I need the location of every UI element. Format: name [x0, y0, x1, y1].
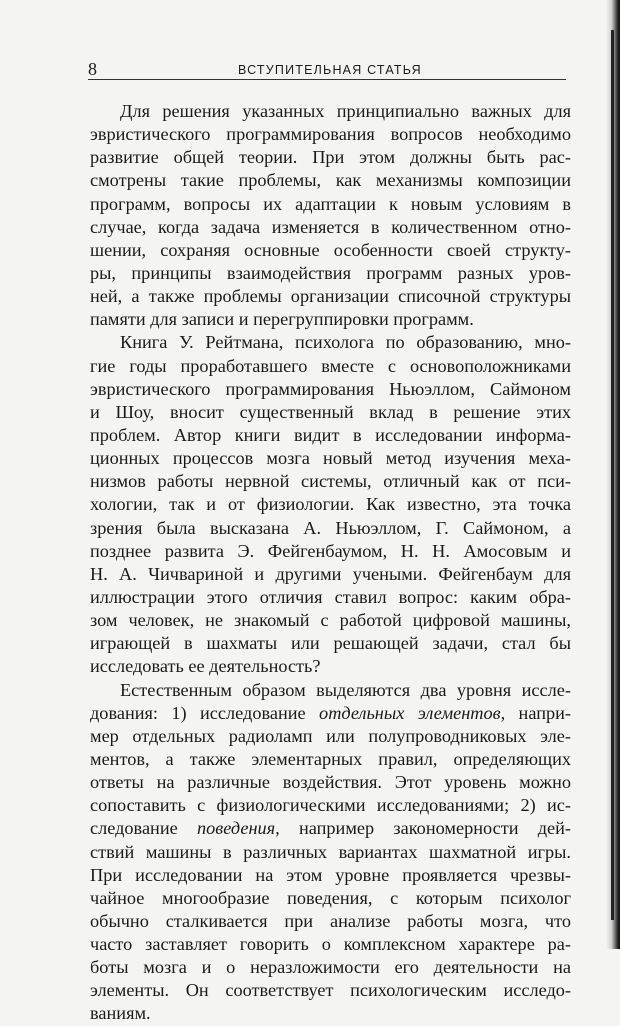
text-line: развитие общей теории. При этом должны быть рас- [90, 147, 571, 168]
text-line: играющей в шахматы или решающей задачи, стал бы [90, 633, 571, 654]
page-number: 8 [88, 59, 97, 79]
body-text [90, 100, 571, 1026]
text-line: эвристического программирования Ньюэллом, Саймоном [90, 378, 571, 399]
italic-term: поведения, [196, 818, 280, 839]
text-line: и Шоу, вносит существенный вклад в решение этих [90, 401, 571, 422]
text-run: дования: 1) исследование [90, 702, 320, 723]
text-run: напри- [505, 702, 571, 723]
text-line: обычно сталкивается при анализе работы мозга, что [90, 910, 571, 931]
text-run: например закономерности дей- [279, 818, 572, 839]
text-line: элементы. Он соответствует психологическим исследо- [90, 980, 571, 1001]
text-line: При исследовании на этом уровне проявляется чрезвы- [90, 864, 571, 885]
text-line: Для решения указанных принципиально важных для [120, 101, 571, 121]
text-line: ментов, а также элементарных правил, определяющих [90, 748, 571, 769]
text-line: ры, принципы взаимодействия программ разных уров- [90, 262, 571, 283]
text-run: следование [90, 818, 197, 839]
text-line: гие годы проработавшего вместе с основоположниками [90, 355, 571, 376]
text-line: ней, а также проблемы организации списочной структуры [90, 286, 571, 307]
text-line: боты мозга и о неразложимости его деятельности на [90, 957, 571, 978]
text-line: шении, сохраняя основные особенности своей структу- [90, 239, 571, 260]
text-line: мер отдельных радиоламп или полупроводниковых эле- [90, 725, 571, 746]
text-line: исследовать ее деятельность? [90, 656, 321, 677]
text-line: чайное многообразие поведения, с которым психолог [90, 887, 571, 908]
text-line: ответы на различные воздействия. Этот уровень можно [90, 772, 571, 793]
text-line [90, 817, 571, 840]
text-line: позднее развита Э. Фейгенбаумом, Н. Н. Амосовым и [90, 540, 571, 561]
text-line: сопоставить с физиологическими исследованиями; 2) ис- [90, 795, 571, 816]
binding-edge [611, 30, 614, 920]
text-line [90, 702, 571, 725]
text-line: хологии, так и от физиологии. Как известно, эта точка [90, 494, 571, 515]
text-line: памяти для записи и перегруппировки программ. [90, 309, 474, 330]
page-header [88, 55, 568, 81]
text-line: Естественным образом выделяются два уровня иссле- [120, 679, 571, 700]
text-line: ваниям. [90, 1003, 151, 1024]
text-line: ствий машины в различных вариантах шахматной игры. [90, 841, 571, 862]
text-line: проблем. Автор книги видит в исследовании информа- [90, 424, 571, 445]
text-line: иллюстрации этого отличия ставил вопрос: каким обра- [90, 586, 571, 607]
text-line: смотрены такие проблемы, как механизмы композиции [90, 170, 571, 191]
running-title: ВСТУПИТЕЛЬНАЯ СТАТЬЯ [238, 63, 422, 77]
text-line: Книга У. Рейтмана, психолога по образованию, мно- [120, 332, 571, 353]
text-line: зрения была высказана А. Ньюэллом, Г. Саймоном, а [90, 517, 571, 538]
text-line: часто заставляет говорить о комплексном характере ра- [90, 934, 571, 955]
italic-term: отдельных элементов, [319, 702, 506, 723]
text-line: программ, вопросы их адаптации к новым условиям в [90, 193, 571, 214]
text-line: Н. А. Чичвариной и другими учеными. Фейгенбаум для [90, 563, 571, 584]
text-line: зом человек, не знакомый с работой цифровой машины, [90, 610, 571, 631]
text-line: ционных процессов мозга новый метод изучения меха- [90, 448, 571, 469]
header-rule [88, 79, 566, 80]
text-line: низмов работы нервной системы, отличный как от пси- [90, 471, 571, 492]
text-line: случае, когда задача изменяется в количественном отно- [90, 216, 571, 237]
text-line: эвристического программирования вопросов необходимо [90, 124, 571, 145]
